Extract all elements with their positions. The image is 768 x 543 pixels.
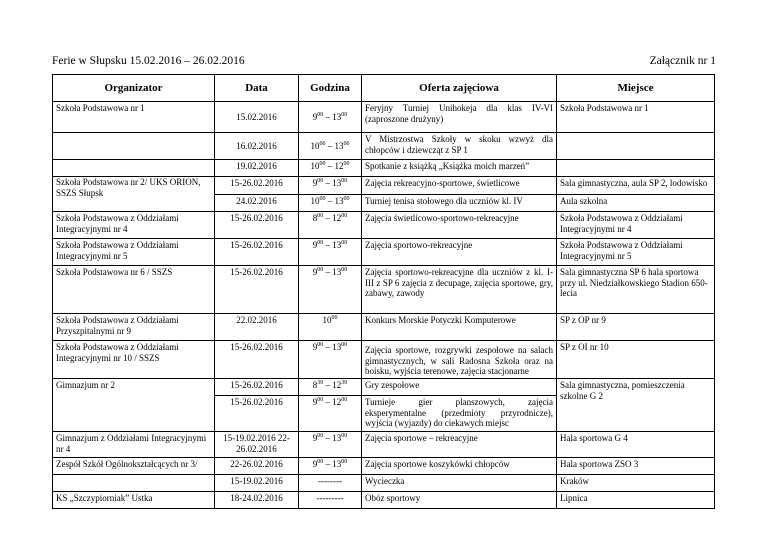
offer-cell: Gry zespołowe (362, 379, 557, 396)
activities-table (52, 74, 715, 509)
date-cell: 15-26.02.2016 (215, 266, 299, 314)
place-cell: Sala gimnastyczna, aula SP 2, lodowisko (557, 177, 715, 195)
time-cell: $9^{00} - 13^{00}$ (299, 266, 362, 314)
organizer-cell: Szkoła Podstawowa z Oddziałami Przyszpitalnymi nr 9 (53, 314, 215, 341)
place-cell: Hala sportowa G 4 (557, 432, 715, 458)
table-row (53, 379, 715, 396)
organizer-cell: Szkoła Podstawowa nr 2/ UKS ORION, SSZS Słupsk (53, 177, 215, 212)
offer-cell: Zajęcia rekreacyjno-sportowe, świetlicowe (362, 177, 557, 195)
time-cell: $9^{00} - 13^{00}$ (299, 458, 362, 475)
date-cell: 18-24.02.2016 (215, 492, 299, 509)
table-row (53, 239, 715, 266)
time-cell: $9^{00} - 13^{00}$ (299, 239, 362, 266)
place-cell: Szkoła Podstawowa z Oddziałami Integracyjnymi nr 5 (557, 239, 715, 266)
time-cell: $9^{00} - 13^{00}$ (299, 177, 362, 195)
attachment-label: Załącznik nr 1 (649, 55, 716, 67)
time-cell: $10^{00}$ (299, 314, 362, 341)
organizer-cell: Szkoła Podstawowa z Oddziałami Integracyjnymi nr 5 (53, 239, 215, 266)
offer-cell: Zajęcia sportowe – rekreacyjne (362, 432, 557, 458)
column-header-time: Godzina (299, 75, 362, 102)
place-cell (557, 133, 715, 160)
table-row (53, 102, 715, 133)
table-row (53, 212, 715, 239)
date-cell: 15-26.02.2016 (215, 239, 299, 266)
date-cell: 19.02.2016 (215, 160, 299, 177)
date-cell: 24.02.2016 (215, 195, 299, 212)
time-cell: --------- (299, 492, 362, 509)
time-cell: $10^{00} - 13^{00}$ (299, 133, 362, 160)
document-title: Ferie w Słupsku 15.02.2016 – 26.02.2016 (52, 55, 245, 67)
offer-cell: Turnieje gier planszowych, zajęcia eksperymentalne (przedmioty przyrodnicze), wyjścia (wyjazdy) do ciekawych miejsc (362, 396, 557, 432)
place-cell: Kraków (557, 475, 715, 492)
table-header-row (53, 75, 715, 102)
place-cell: Sala gimnastyczna, pomieszczenia szkolne G 2 (557, 379, 715, 432)
time-cell: $8^{30} - 12^{30}$ (299, 379, 362, 396)
offer-cell: Zajęcia świetlicowo-sportowo-rekreacyjne (362, 212, 557, 239)
organizer-cell: Szkoła Podstawowa nr 1 (53, 102, 215, 133)
offer-cell: Konkurs Morskie Potyczki Komputerowe (362, 314, 557, 341)
offer-cell: Zajęcia sportowe koszykówki chłopców (362, 458, 557, 475)
table-row (53, 266, 715, 314)
date-cell: 15-26.02.2016 (215, 396, 299, 432)
date-cell: 15-19.02.2016 (215, 475, 299, 492)
time-cell: $10^{00} - 12^{00}$ (299, 160, 362, 177)
offer-cell: Spotkanie z książką „Książka moich marzeń” (362, 160, 557, 177)
table-row (53, 133, 715, 160)
place-cell: SP z OI nr 10 (557, 341, 715, 379)
organizer-cell (53, 133, 215, 160)
offer-cell: V Mistrzostwa Szkoły w skoku wzwyż dla chłopców i dziewcząt z SP 1 (362, 133, 557, 160)
organizer-cell (53, 160, 215, 177)
table-row (53, 341, 715, 379)
organizer-cell: KS „Szczypiorniak” Ustka (53, 492, 215, 509)
column-header-offer: Oferta zajęciowa (362, 75, 557, 102)
place-cell: Lipnica (557, 492, 715, 509)
date-cell: 22-26.02.2016 (215, 458, 299, 475)
organizer-cell: Gimnazjum nr 2 (53, 379, 215, 432)
offer-cell: Zajęcia sportowo-rekreacyjne dla uczniów z kl. I-III z SP 6 zajęcia z decupage, zajęcia sportowe, gry, zabawy, zawody (362, 266, 557, 314)
offer-cell: Turniej tenisa stołowego dla uczniów kl. IV (362, 195, 557, 212)
date-cell: 15-26.02.2016 (215, 212, 299, 239)
date-cell: 15-26.02.2016 (215, 177, 299, 195)
date-cell: 15-26.02.2016 (215, 379, 299, 396)
organizer-cell: Szkoła Podstawowa nr 6 / SSZS (53, 266, 215, 314)
time-cell: $9^{00} - 13^{00}$ (299, 102, 362, 133)
place-cell: Szkoła Podstawowa z Oddziałami Integracyjnymi nr 4 (557, 212, 715, 239)
table-row (53, 458, 715, 475)
organizer-cell: Szkoła Podstawowa z Oddziałami Integracyjnymi nr 10 / SSZS (53, 341, 215, 379)
table-row (53, 492, 715, 509)
offer-cell: Obóz sportowy (362, 492, 557, 509)
time-cell: $9^{00} - 12^{00}$ (299, 396, 362, 432)
date-cell: 15.02.2016 (215, 102, 299, 133)
date-cell: 22.02.2016 (215, 314, 299, 341)
offer-cell: Zajęcia sportowe, rozgrywki zespołowe na salach gimnastycznych, w sali Radosna Szkoła oraz na boisku, wyjścia terenowe, zajęcia stacjonarne (362, 341, 557, 379)
place-cell (557, 160, 715, 177)
table-row (53, 475, 715, 492)
time-cell: $9^{00} - 13^{00}$ (299, 341, 362, 379)
offer-cell: Feryjny Turniej Unihokeja dla klas IV-VI (zaproszone drużyny) (362, 102, 557, 133)
date-cell: 15-26.02.2016 (215, 341, 299, 379)
time-cell: $9^{00} - 13^{00}$ (299, 432, 362, 458)
table-row (53, 177, 715, 195)
place-cell: Sala gimnastyczna SP 6 hala sportowa przy ul. Niedziałkowskiego Stadion 650-lecia (557, 266, 715, 314)
table-row (53, 160, 715, 177)
organizer-cell: Zespół Szkół Ogólnokształcących nr 3/ (53, 458, 215, 475)
time-cell: -------- (299, 475, 362, 492)
organizer-cell: Szkoła Podstawowa z Oddziałami Integracyjnymi nr 4 (53, 212, 215, 239)
organizer-cell (53, 475, 215, 492)
table-row (53, 314, 715, 341)
date-cell: 16.02.2016 (215, 133, 299, 160)
place-cell: Aula szkolna (557, 195, 715, 212)
organizer-cell: Gimnazjum z Oddziałami Integracyjnymi nr 4 (53, 432, 215, 458)
date-cell: 15-19.02.2016 22-26.02.2016 (215, 432, 299, 458)
offer-cell: Zajęcia sportowo-rekreacyjne (362, 239, 557, 266)
offer-cell: Wycieczka (362, 475, 557, 492)
time-cell: $8^{00} - 12^{00}$ (299, 212, 362, 239)
place-cell: SP z OP nr 9 (557, 314, 715, 341)
place-cell: Hala sportowa ZSO 3 (557, 458, 715, 475)
table-row (53, 432, 715, 458)
column-header-organizer: Organizator (53, 75, 215, 102)
column-header-date: Data (215, 75, 299, 102)
column-header-place: Miejsce (557, 75, 715, 102)
place-cell: Szkoła Podstawowa nr 1 (557, 102, 715, 133)
time-cell: $10^{00} - 13^{00}$ (299, 195, 362, 212)
